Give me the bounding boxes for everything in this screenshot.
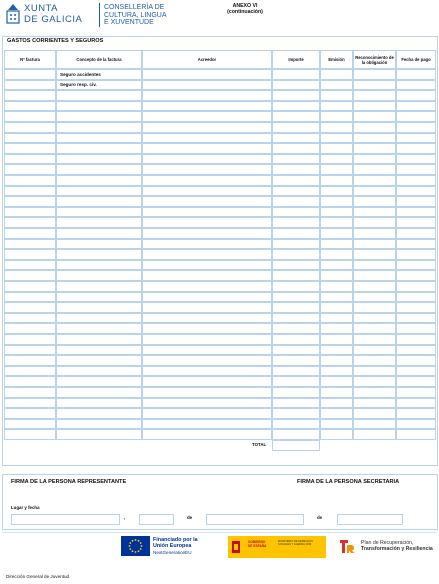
- table-cell[interactable]: [272, 281, 320, 292]
- table-cell[interactable]: [320, 366, 353, 377]
- table-cell[interactable]: [56, 122, 142, 133]
- table-cell[interactable]: [272, 334, 320, 345]
- table-cell[interactable]: [272, 239, 320, 250]
- table-cell[interactable]: [4, 419, 56, 430]
- table-cell[interactable]: [396, 334, 436, 345]
- table-cell[interactable]: [4, 101, 56, 112]
- table-cell[interactable]: [56, 143, 142, 154]
- table-cell[interactable]: [142, 387, 272, 398]
- ministry-name: MINISTERIO DE DERECHOS SOCIALES Y AGENDA 2030: [278, 540, 313, 547]
- table-cell[interactable]: [142, 334, 272, 345]
- table-cell[interactable]: [396, 292, 436, 303]
- table-cell[interactable]: [142, 90, 272, 101]
- table-cell[interactable]: [142, 69, 272, 80]
- spain-coat-of-arms-icon: [231, 539, 241, 555]
- table-cell[interactable]: [4, 260, 56, 271]
- table-cell[interactable]: [4, 143, 56, 154]
- table-cell[interactable]: [353, 228, 396, 239]
- table-cell[interactable]: [4, 154, 56, 165]
- table-cell[interactable]: [353, 249, 396, 260]
- table-cell[interactable]: [142, 207, 272, 218]
- spain-gov-logo: [228, 536, 326, 558]
- table-cell[interactable]: [272, 355, 320, 366]
- table-cell[interactable]: [272, 249, 320, 260]
- xunta-logo: [5, 2, 195, 28]
- table-cell[interactable]: [353, 69, 396, 80]
- table-cell[interactable]: [320, 90, 353, 101]
- table-cell[interactable]: [272, 154, 320, 165]
- table-cell[interactable]: [396, 133, 436, 144]
- gov-name: [248, 540, 266, 548]
- logo-divider: [99, 3, 100, 27]
- table-cell[interactable]: [353, 302, 396, 313]
- table-cell[interactable]: [56, 345, 142, 356]
- table-cell[interactable]: [320, 111, 353, 122]
- table-cell[interactable]: [353, 408, 396, 419]
- table-cell[interactable]: [142, 239, 272, 250]
- column-header: Concepto de la factura: [56, 50, 142, 69]
- org-name-line1: XUNTA: [24, 3, 58, 14]
- table-cell[interactable]: [4, 249, 56, 260]
- table-cell[interactable]: [56, 154, 142, 165]
- table-cell[interactable]: [142, 281, 272, 292]
- table-cell[interactable]: [142, 101, 272, 112]
- table-cell[interactable]: [56, 260, 142, 271]
- table-cell[interactable]: [142, 133, 272, 144]
- table-cell[interactable]: [320, 186, 353, 197]
- table-cell[interactable]: [320, 175, 353, 186]
- table-cell[interactable]: [396, 376, 436, 387]
- table-cell[interactable]: [320, 164, 353, 175]
- xunta-emblem-icon: [5, 2, 21, 24]
- table-cell[interactable]: [320, 101, 353, 112]
- table-cell[interactable]: [142, 366, 272, 377]
- dept-line2: CULTURA, LINGUA: [104, 11, 167, 19]
- table-cell[interactable]: [56, 186, 142, 197]
- table-cell[interactable]: [4, 292, 56, 303]
- table-cell[interactable]: [320, 217, 353, 228]
- table-cell[interactable]: [56, 207, 142, 218]
- table-cell[interactable]: [353, 260, 396, 271]
- section-title: GASTOS CORRIENTES Y SEGUROS: [7, 38, 104, 44]
- table-cell[interactable]: [353, 175, 396, 186]
- eu-flag-icon: [121, 536, 150, 556]
- table-cell[interactable]: [396, 302, 436, 313]
- dept-line3: E XUVENTUDE: [104, 19, 154, 26]
- table-cell[interactable]: [272, 429, 320, 440]
- table-cell[interactable]: [142, 313, 272, 324]
- table-cell[interactable]: [396, 186, 436, 197]
- annex-subtitle: (continuación): [227, 9, 263, 15]
- table-cell[interactable]: [320, 69, 353, 80]
- table-cell[interactable]: [4, 334, 56, 345]
- table-cell[interactable]: [396, 345, 436, 356]
- table-cell[interactable]: [320, 143, 353, 154]
- table-cell[interactable]: [4, 366, 56, 377]
- table-cell[interactable]: [4, 133, 56, 144]
- table-cell[interactable]: [142, 408, 272, 419]
- table-cell[interactable]: [4, 175, 56, 186]
- representative-signature-title: FIRMA DE LA PERSONA REPRESENTANTE: [11, 479, 127, 485]
- table-cell[interactable]: [56, 111, 142, 122]
- eu-line3: NextGenerationEU: [153, 549, 192, 555]
- table-cell[interactable]: [272, 207, 320, 218]
- table-cell[interactable]: [142, 111, 272, 122]
- table-cell[interactable]: [272, 90, 320, 101]
- table-cell[interactable]: [353, 186, 396, 197]
- table-cell[interactable]: [272, 366, 320, 377]
- table-cell[interactable]: [353, 111, 396, 122]
- table-cell[interactable]: [396, 355, 436, 366]
- table-cell[interactable]: [4, 408, 56, 419]
- plan-line2: Transformación y Resiliencia: [361, 546, 433, 553]
- table-cell[interactable]: [353, 355, 396, 366]
- table-cell[interactable]: [353, 80, 396, 91]
- table-cell[interactable]: [396, 387, 436, 398]
- gov-line1: GOBIERNO: [248, 540, 266, 544]
- table-cell[interactable]: [142, 292, 272, 303]
- table-cell[interactable]: [272, 313, 320, 324]
- table-cell[interactable]: [396, 398, 436, 409]
- table-cell[interactable]: [320, 196, 353, 207]
- table-cell[interactable]: [4, 228, 56, 239]
- table-cell[interactable]: [4, 217, 56, 228]
- eu-funding-text: [153, 537, 198, 556]
- table-cell[interactable]: [320, 419, 353, 430]
- table-cell[interactable]: [142, 260, 272, 271]
- table-cell[interactable]: [4, 398, 56, 409]
- table-cell[interactable]: [396, 408, 436, 419]
- table-cell[interactable]: [56, 376, 142, 387]
- recovery-plan-text: [361, 540, 433, 553]
- table-cell[interactable]: [272, 133, 320, 144]
- eu-line2: Unión Europea: [153, 543, 192, 550]
- table-cell[interactable]: [320, 154, 353, 165]
- table-cell[interactable]: [353, 90, 396, 101]
- table-cell[interactable]: [396, 419, 436, 430]
- table-cell[interactable]: [320, 429, 353, 440]
- table-cell[interactable]: [56, 292, 142, 303]
- table-cell[interactable]: [142, 398, 272, 409]
- table-cell[interactable]: [272, 270, 320, 281]
- table-cell[interactable]: [4, 376, 56, 387]
- table-cell[interactable]: [353, 239, 396, 250]
- table-cell[interactable]: [353, 154, 396, 165]
- table-cell[interactable]: [396, 429, 436, 440]
- table-cell[interactable]: [56, 323, 142, 334]
- table-cell[interactable]: [396, 323, 436, 334]
- table-cell[interactable]: [56, 133, 142, 144]
- table-cell[interactable]: [272, 196, 320, 207]
- table-cell[interactable]: [4, 164, 56, 175]
- table-cell[interactable]: [396, 217, 436, 228]
- table-cell[interactable]: [4, 270, 56, 281]
- table-cell[interactable]: [56, 281, 142, 292]
- table-cell[interactable]: [272, 228, 320, 239]
- table-cell[interactable]: [142, 323, 272, 334]
- secretary-signature-title: FIRMA DE LA PERSONA SECRETARIA: [297, 479, 400, 485]
- table-cell[interactable]: [353, 101, 396, 112]
- table-cell[interactable]: [142, 270, 272, 281]
- table-cell[interactable]: [142, 419, 272, 430]
- table-cell[interactable]: [320, 313, 353, 324]
- table-cell[interactable]: [396, 164, 436, 175]
- table-cell[interactable]: [272, 345, 320, 356]
- table-cell[interactable]: [320, 345, 353, 356]
- table-cell[interactable]: [142, 376, 272, 387]
- table-cell[interactable]: [4, 387, 56, 398]
- table-cell[interactable]: [4, 355, 56, 366]
- footer-text: Dirección General de Juventud: [6, 574, 70, 579]
- table-cell[interactable]: [353, 419, 396, 430]
- de-sep-2: de: [317, 515, 323, 520]
- table-cell[interactable]: [4, 345, 56, 356]
- table-cell[interactable]: [396, 239, 436, 250]
- table-cell[interactable]: [272, 398, 320, 409]
- table-cell[interactable]: [272, 175, 320, 186]
- table-cell[interactable]: [272, 387, 320, 398]
- comma-sep: ,: [124, 515, 126, 520]
- table-cell[interactable]: [56, 398, 142, 409]
- table-cell[interactable]: [396, 69, 436, 80]
- table-cell[interactable]: [56, 228, 142, 239]
- table-cell[interactable]: [4, 429, 56, 440]
- table-cell[interactable]: [396, 260, 436, 271]
- table-cell[interactable]: [320, 398, 353, 409]
- table-cell[interactable]: [56, 217, 142, 228]
- table-cell[interactable]: [272, 186, 320, 197]
- table-cell[interactable]: [320, 133, 353, 144]
- table-cell[interactable]: [320, 207, 353, 218]
- table-cell[interactable]: [142, 196, 272, 207]
- table-cell[interactable]: [4, 122, 56, 133]
- table-cell[interactable]: [4, 323, 56, 334]
- table-cell[interactable]: [4, 186, 56, 197]
- prtr-logo-icon: [338, 537, 356, 555]
- de-sep-1: de: [187, 515, 193, 520]
- table-cell[interactable]: [353, 387, 396, 398]
- table-cell[interactable]: [272, 302, 320, 313]
- table-cell[interactable]: [4, 207, 56, 218]
- table-cell[interactable]: [142, 249, 272, 260]
- plan-line1: Plan de Recuperación,: [361, 540, 414, 546]
- total-amount-field[interactable]: [272, 440, 320, 451]
- concept-cell-prefilled[interactable]: Seguro resp. civ.: [56, 80, 142, 91]
- table-cell[interactable]: [142, 143, 272, 154]
- year-field[interactable]: [337, 514, 403, 525]
- table-cell[interactable]: [353, 376, 396, 387]
- table-cell[interactable]: [272, 376, 320, 387]
- table-cell[interactable]: [272, 419, 320, 430]
- total-label: TOTAL: [252, 442, 267, 447]
- table-cell[interactable]: [320, 228, 353, 239]
- table-cell[interactable]: [320, 122, 353, 133]
- table-cell[interactable]: [56, 302, 142, 313]
- table-cell[interactable]: [142, 122, 272, 133]
- column-header: Importe: [272, 50, 320, 69]
- table-cell[interactable]: [56, 334, 142, 345]
- column-header: Fecha de pago: [396, 50, 436, 69]
- table-cell[interactable]: [353, 323, 396, 334]
- table-cell[interactable]: [320, 249, 353, 260]
- column-header: Nº factura: [4, 50, 56, 69]
- table-cell[interactable]: [320, 355, 353, 366]
- table-cell[interactable]: [272, 101, 320, 112]
- table-cell[interactable]: [56, 249, 142, 260]
- annex-heading: [200, 3, 290, 15]
- table-cell[interactable]: [142, 164, 272, 175]
- table-cell[interactable]: [353, 366, 396, 377]
- table-cell[interactable]: [320, 260, 353, 271]
- table-cell[interactable]: [142, 186, 272, 197]
- table-cell[interactable]: [272, 408, 320, 419]
- table-cell[interactable]: [4, 239, 56, 250]
- gov-line2: DE ESPAÑA: [248, 544, 267, 548]
- table-cell[interactable]: [272, 143, 320, 154]
- table-cell[interactable]: [353, 313, 396, 324]
- table-cell[interactable]: [353, 345, 396, 356]
- table-cell[interactable]: [353, 429, 396, 440]
- table-cell[interactable]: [4, 313, 56, 324]
- annex-title: ANEXO VI: [232, 3, 258, 9]
- table-cell[interactable]: [320, 281, 353, 292]
- eu-line1: Financiado por la: [153, 537, 198, 543]
- table-cell[interactable]: [396, 228, 436, 239]
- table-cell[interactable]: [56, 355, 142, 366]
- table-cell[interactable]: [320, 239, 353, 250]
- table-cell[interactable]: [320, 80, 353, 91]
- table-cell[interactable]: [4, 302, 56, 313]
- table-cell[interactable]: [142, 429, 272, 440]
- table-cell[interactable]: [56, 366, 142, 377]
- column-header: Emisión: [320, 50, 353, 69]
- table-cell[interactable]: [4, 111, 56, 122]
- table-cell[interactable]: [272, 111, 320, 122]
- table-cell[interactable]: [56, 313, 142, 324]
- table-cell[interactable]: [4, 90, 56, 101]
- table-cell[interactable]: [320, 270, 353, 281]
- table-cell[interactable]: [396, 281, 436, 292]
- table-cell[interactable]: [56, 429, 142, 440]
- month-field[interactable]: [206, 514, 304, 525]
- table-cell[interactable]: [56, 175, 142, 186]
- table-cell[interactable]: [396, 154, 436, 165]
- table-cell[interactable]: [142, 345, 272, 356]
- table-cell[interactable]: [56, 90, 142, 101]
- table-cell[interactable]: [353, 217, 396, 228]
- table-cell[interactable]: [353, 133, 396, 144]
- table-cell[interactable]: [396, 313, 436, 324]
- table-cell[interactable]: [142, 228, 272, 239]
- table-cell[interactable]: [353, 122, 396, 133]
- table-cell[interactable]: [56, 270, 142, 281]
- table-cell[interactable]: [320, 323, 353, 334]
- table-cell[interactable]: [56, 239, 142, 250]
- table-cell[interactable]: [4, 281, 56, 292]
- table-cell[interactable]: [396, 122, 436, 133]
- table-cell[interactable]: [4, 80, 56, 91]
- table-cell[interactable]: [353, 143, 396, 154]
- table-cell[interactable]: [142, 154, 272, 165]
- table-cell[interactable]: [272, 292, 320, 303]
- table-cell[interactable]: [142, 175, 272, 186]
- table-cell[interactable]: [396, 366, 436, 377]
- table-cell[interactable]: [272, 80, 320, 91]
- table-cell[interactable]: [56, 408, 142, 419]
- table-cell[interactable]: [320, 292, 353, 303]
- table-cell[interactable]: [396, 111, 436, 122]
- place-field[interactable]: [11, 514, 120, 525]
- table-cell[interactable]: [142, 302, 272, 313]
- table-cell[interactable]: [396, 270, 436, 281]
- table-cell[interactable]: [396, 207, 436, 218]
- table-cell[interactable]: [396, 196, 436, 207]
- table-cell[interactable]: [56, 196, 142, 207]
- table-cell[interactable]: [56, 101, 142, 112]
- org-name-line2: DE GALICIA: [24, 14, 83, 25]
- table-cell[interactable]: [396, 101, 436, 112]
- table-cell[interactable]: [320, 376, 353, 387]
- column-header: Acreedor: [142, 50, 272, 69]
- table-cell[interactable]: [272, 323, 320, 334]
- concept-cell-prefilled[interactable]: Seguro accidentes: [56, 69, 142, 80]
- table-cell[interactable]: [56, 419, 142, 430]
- table-cell[interactable]: [320, 334, 353, 345]
- table-cell[interactable]: [142, 355, 272, 366]
- table-cell[interactable]: [396, 90, 436, 101]
- table-cell[interactable]: [272, 122, 320, 133]
- table-cell[interactable]: [353, 207, 396, 218]
- table-cell[interactable]: [353, 398, 396, 409]
- column-header: Reconocimiento de la obligación: [353, 50, 396, 69]
- table-cell[interactable]: [142, 217, 272, 228]
- table-cell[interactable]: [396, 80, 436, 91]
- table-cell[interactable]: [56, 164, 142, 175]
- table-cell[interactable]: [353, 196, 396, 207]
- table-cell[interactable]: [353, 281, 396, 292]
- table-cell[interactable]: [272, 217, 320, 228]
- table-cell[interactable]: [4, 69, 56, 80]
- table-cell[interactable]: [4, 196, 56, 207]
- table-cell[interactable]: [353, 334, 396, 345]
- place-date-label: Lugar y fecha: [11, 505, 40, 510]
- day-field[interactable]: [139, 514, 174, 525]
- table-cell[interactable]: [353, 164, 396, 175]
- table-cell[interactable]: [272, 164, 320, 175]
- table-cell[interactable]: [320, 302, 353, 313]
- table-cell[interactable]: [396, 175, 436, 186]
- table-cell[interactable]: [353, 292, 396, 303]
- table-cell[interactable]: [320, 408, 353, 419]
- table-cell[interactable]: [353, 270, 396, 281]
- table-cell[interactable]: [272, 260, 320, 271]
- table-cell[interactable]: [320, 387, 353, 398]
- table-cell[interactable]: [142, 80, 272, 91]
- table-cell[interactable]: [272, 69, 320, 80]
- table-cell[interactable]: [396, 143, 436, 154]
- dept-line1: CONSELLERÍA DE: [104, 4, 165, 11]
- table-cell[interactable]: [396, 249, 436, 260]
- table-cell[interactable]: [56, 387, 142, 398]
